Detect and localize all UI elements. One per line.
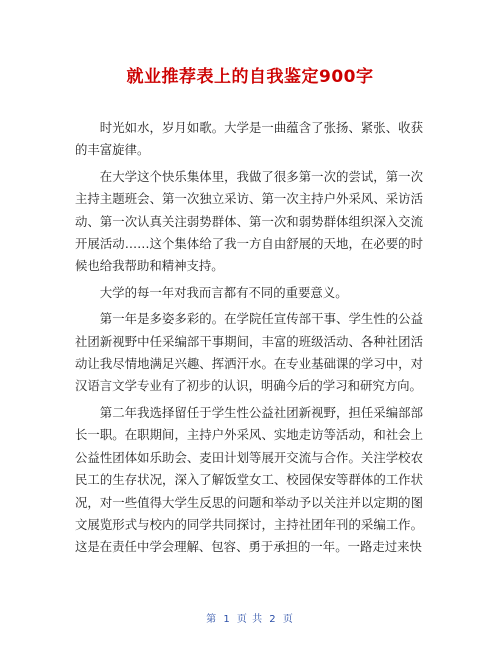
paragraph-2: 在大学这个快乐集体里，我做了很多第一次的尝试，第一次主持主题班会、第一次独立采访、第一次主持户外采风、采访活动、第一次认真关注弱势群体、第一次和弱势群体组织深入交流开展活动……这个集体给了我一方自由舒展的天地，在必要的时候也给我帮助和精神支持。	[75, 168, 423, 274]
paragraph-4: 第一年是多姿多彩的。在学院任宣传部干事、学生性的公益社团新视野中任采编部干事期间，丰富的班级活动、各种社团活动让我尽情地满足兴趣、挥洒汗水。在专业基础课的学习中，对汉语言文学专业有了初步的认识，明确今后的学习和研究方向。	[75, 311, 423, 394]
document-title: 就业推荐表上的自我鉴定900字	[126, 67, 374, 87]
page-current: 1	[223, 614, 231, 625]
page-label-prefix: 第	[206, 614, 218, 625]
page-total: 2	[269, 614, 277, 625]
document-body	[75, 117, 423, 563]
page-number-footer	[0, 610, 500, 625]
page-label-suffix: 页	[282, 614, 294, 625]
page-label-mid: 页 共	[236, 614, 264, 625]
paragraph-3: 大学的每一年对我而言都有不同的重要意义。	[99, 284, 348, 300]
paragraph-1: 时光如水，岁月如歌。大学是一曲蕴含了张扬、紧张、收获的丰富旋律。	[75, 120, 423, 158]
paragraph-5: 第二年我选择留任于学生性公益社团新视野，担任采编部部长一职。在职期间，主持户外采风、实地走访等活动，和社会上公益性团体如乐助会、麦田计划等展开交流与合作。关注学校农民工的生存状况，深入了解饭堂女工、校园保安等群体的工作状况，对一些值得大学生反思的问题和举动予以关注并以定期的图文展览形式与校内的同学共同探讨，主持社团年刊的采编工作。这是在责任中学会理解、包容、勇于承担的一年。一路走过来快	[75, 404, 423, 555]
